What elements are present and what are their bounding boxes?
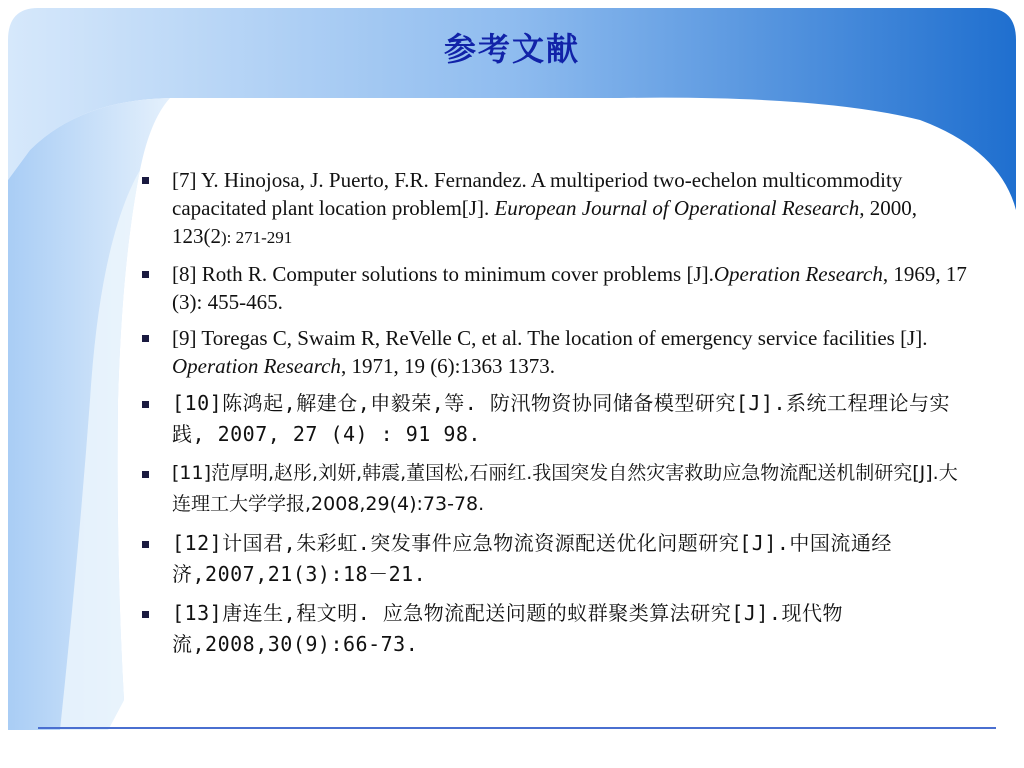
reference-text: [10]陈鸿起,解建仓,申毅荣,等. 防汛物资协同储备模型研究[J].系统工程理论与实践, 2007, 27 (4) : 91 98. [172, 391, 951, 446]
bullet-icon [142, 471, 149, 478]
reference-text: [13]唐连生,程文明. 应急物流配送问题的蚁群聚类算法研究[J].现代物流,2008,30(9):66-73. [172, 601, 843, 656]
reference-text: [8] Roth R. Computer solutions to minimum cover problems [J]. [172, 262, 714, 286]
reference-text: [12]计国君,朱彩虹.突发事件应急物流资源配送优化问题研究[J].中国流通经济,2007,21(3):18－21. [172, 531, 892, 586]
reference-item [142, 458, 972, 520]
bullet-icon [142, 271, 149, 278]
reference-tail: , 1969, 17 (3): 455-465. [172, 262, 967, 314]
journal-name: European Journal of Operational Research, [494, 196, 865, 220]
bullet-icon [142, 401, 149, 408]
footer-divider [38, 727, 996, 729]
bullet-icon [142, 541, 149, 548]
bullet-icon [142, 177, 149, 184]
reference-item [142, 598, 972, 660]
reference-text: [11]范厚明,赵彤,刘妍,韩震,董国松,石丽红.我国突发自然灾害救助应急物流配送机制研究[J].大连理工大学学报,2008,29(4):73-78. [172, 462, 958, 515]
bullet-icon [142, 335, 149, 342]
reference-item [142, 388, 972, 450]
bullet-icon [142, 611, 149, 618]
journal-name: Operation Research [713, 262, 883, 286]
reference-tail: , 1971, 19 (6):1363 1373. [340, 354, 556, 378]
slide-title: 参考文献 [443, 30, 580, 68]
reference-item [142, 260, 972, 316]
reference-item [142, 324, 972, 380]
reference-list [142, 166, 972, 668]
reference-pages: ): 271-291 [221, 228, 293, 247]
reference-item [142, 528, 972, 590]
reference-item [142, 166, 972, 252]
reference-tail: 2000, 123(2 [172, 196, 917, 248]
journal-name: Operation Research [172, 354, 341, 378]
reference-text: [7] Y. Hinojosa, J. Puerto, F.R. Fernandez. A multiperiod two-echelon multicommodity capacitated plant location problem[J]. [172, 168, 903, 220]
reference-text: [9] Toregas C, Swaim R, ReVelle C, et al. The location of emergency service facilities [J]. [172, 326, 928, 350]
